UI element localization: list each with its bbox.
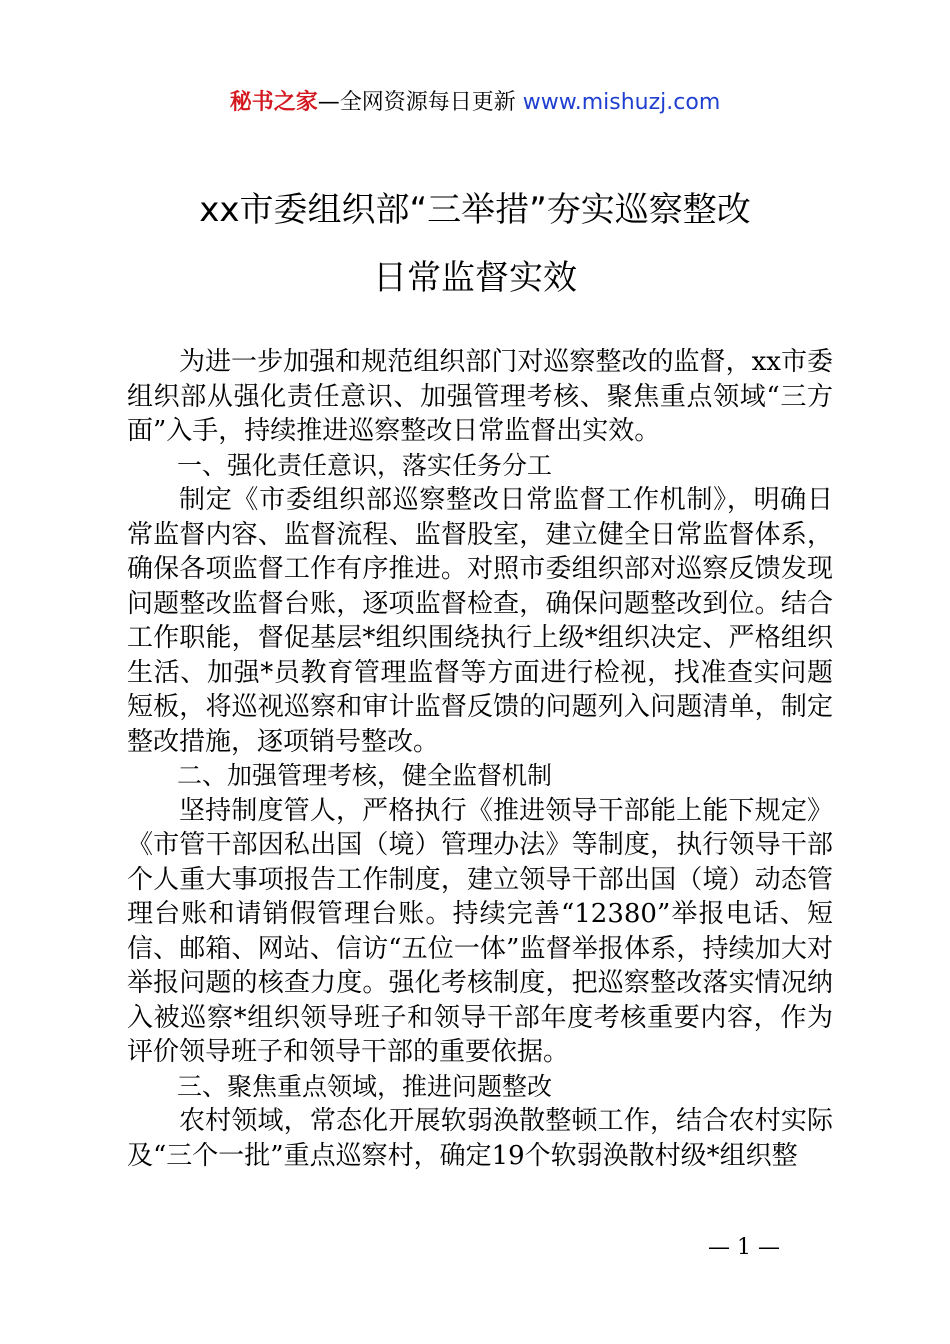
section-heading-1: 一、强化责任意识，落实任务分工	[177, 450, 553, 480]
section-paragraph-2: 坚持制度管人，严格执行《推进领导干部能上能下规定》《市管干部因私出国（境）管理办法》等制度，执行领导干部个人重大事项报告工作制度，建立领导干部出国（境）动态管理台账和请销假管理台账。持续完善“12380”举报电话、短信、邮箱、网站、信访“五位一体”监督举报体系，持续加大对举报问题的核查力度。强化考核制度，把巡察整改落实情况纳入被巡察*组织领导班子和领导干部年度考核重要内容，作为评价领导班子和领导干部的重要依据。	[127, 795, 833, 1067]
brand-name: 秘书之家	[229, 90, 318, 115]
banner-tagline: —全网资源每日更新	[317, 90, 523, 115]
intro-paragraph: 为进一步加强和规范组织部门对巡察整改的监督，xx市委组织部从强化责任意识、加强管理考核、聚焦重点领域“三方面”入手，持续推进巡察整改日常监督出实效。	[127, 347, 833, 446]
document-title-line-1: xx市委组织部“三举措”夯实巡察整改	[199, 190, 751, 230]
site-banner	[0, 88, 950, 118]
section-paragraph-1: 制定《市委组织部巡察整改日常监督工作机制》，明确日常监督内容、监督流程、监督股室，建立健全日常监督体系，确保各项监督工作有序推进。对照市委组织部对巡察反馈发现问题整改监督台账，逐项监督检查，确保问题整改到位。结合工作职能，督促基层*组织围绕执行上级*组织决定、严格组织生活、加强*员教育管理监督等方面进行检视，找准查实问题短板，将巡视巡察和审计监督反馈的问题列入问题清单，制定整改措施，逐项销号整改。	[127, 485, 833, 757]
document-body	[127, 345, 833, 1173]
section-paragraph-3: 农村领域，常态化开展软弱涣散整顿工作，结合农村实际及“三个一批”重点巡察村，确定19个软弱涣散村级*组织整	[127, 1106, 833, 1171]
page-number: — 1 —	[708, 1235, 780, 1260]
section-heading-2: 二、加强管理考核，健全监督机制	[177, 761, 553, 790]
section-heading-3: 三、聚焦重点领域，推进问题整改	[177, 1071, 553, 1101]
site-url-link[interactable]: www.mishuzj.com	[522, 90, 721, 115]
document-title-line-2: 日常监督实效	[373, 258, 577, 298]
